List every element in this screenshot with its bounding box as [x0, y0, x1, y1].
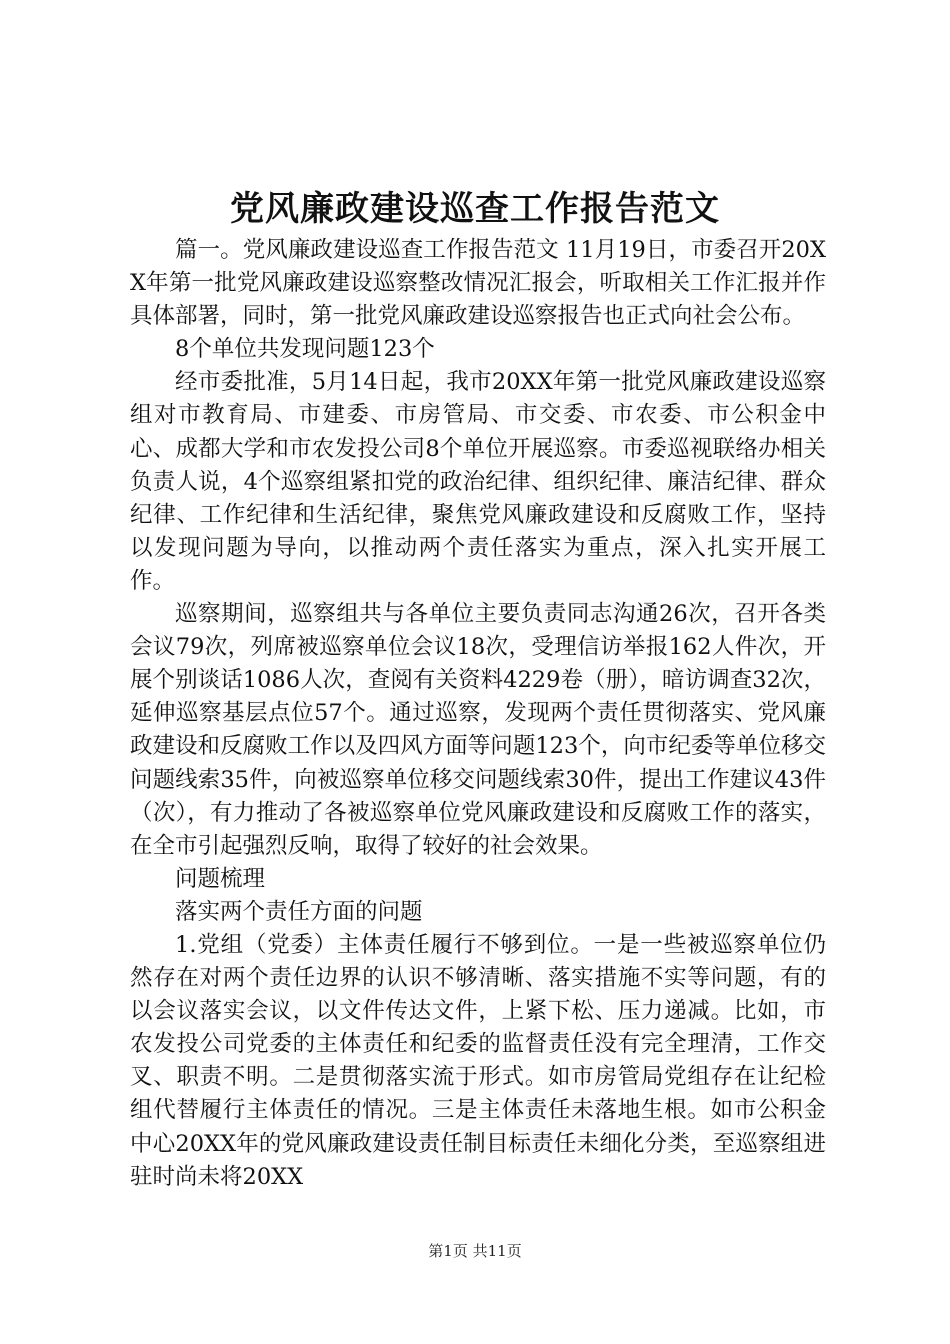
document-title: 党风廉政建设巡查工作报告范文 — [230, 189, 720, 229]
paragraph-approval: 经市委批准，5月14日起，我市20XX年第一批党风廉政建设巡察组对市教育局、市建委、市房管局、市交委、市农委、市公积金中心、成都大学和市农发投公司8个单位开展巡察。市委巡视联络办相关负责人说，4个巡察组紧扣党的政治纪律、组织纪律、廉洁纪律、群众纪律、工作纪律和生活纪律，聚焦党风廉政建设和反腐败工作，坚持以发现问题为导向，以推动两个责任落实为重点，深入扎实开展工作。 — [130, 369, 826, 594]
paragraph-heading-issues: 问题梳理 — [175, 865, 266, 892]
page-footer: 第1页 共11页 — [428, 1242, 522, 1260]
paragraph-heading-units: 8个单位共发现问题123个 — [175, 336, 435, 363]
paragraph-item-1: 1.党组（党委）主体责任履行不够到位。一是一些被巡察单位仍然存在对两个责任边界的认识不够清晰、落实措施不实等问题，有的以会议落实会议，以文件传达文件，上紧下松、压力递减。比如，市农发投公司党委的主体责任和纪委的监督责任没有完全理清，工作交叉、职责不明。二是贯彻落实流于形式。如市房管局党组存在让纪检组代替履行主体责任的情况。三是主体责任未落地生根。如市公积金中心20XX年的党风廉政建设责任制目标责任未细化分类，至巡察组进驻时尚未将20XX — [130, 931, 826, 1190]
paragraph-intro: 篇一。党风廉政建设巡查工作报告范文 11月19日，市委召开20XX年第一批党风廉政建设巡察整改情况汇报会，听取相关工作汇报并作具体部署，同时，第一批党风廉政建设巡察报告也正式向社会公布。 — [130, 237, 826, 330]
paragraph-statistics: 巡察期间，巡察组共与各单位主要负责同志沟通26次，召开各类会议79次，列席被巡察单位会议18次，受理信访举报162人件次，开展个别谈话1086人次，查阅有关资料4229卷（册），暗访调查32次，延伸巡察基层点位57个。通过巡察，发现两个责任贯彻落实、党风廉政建设和反腐败工作以及四风方面等问题123个，向市纪委等单位移交问题线索35件，向被巡察单位移交问题线索30件，提出工作建议43件（次），有力推动了各被巡察单位党风廉政建设和反腐败工作的落实，在全市引起强烈反响，取得了较好的社会效果。 — [130, 601, 826, 859]
document-body — [130, 234, 826, 1194]
paragraph-heading-responsibility: 落实两个责任方面的问题 — [175, 898, 423, 925]
